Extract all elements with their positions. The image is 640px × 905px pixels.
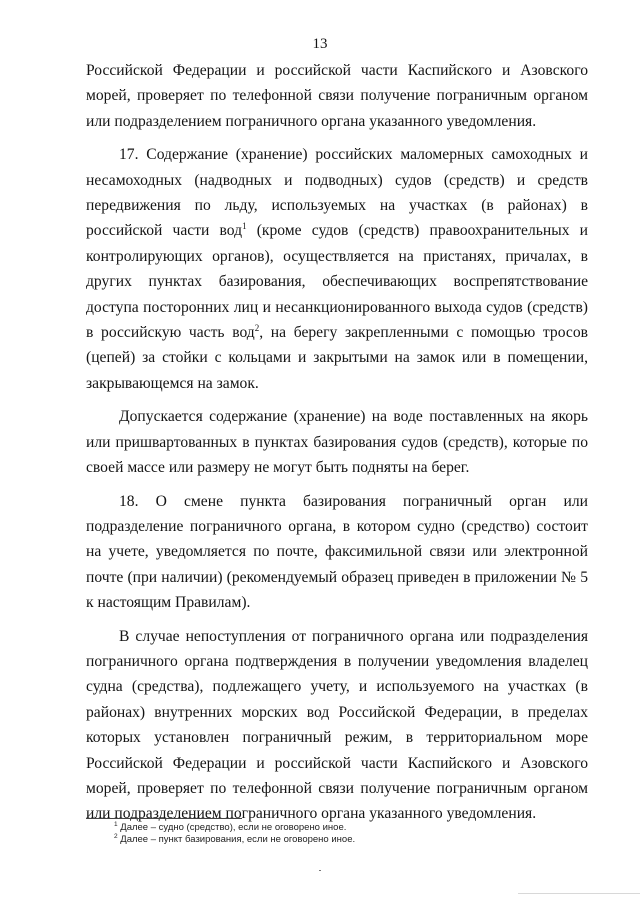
footnote-1-mark: 1	[114, 821, 118, 828]
footnote-ref-2: 2	[254, 323, 260, 334]
footnote-2	[114, 834, 534, 846]
footnote-1	[114, 822, 534, 834]
footnote-separator	[86, 818, 242, 819]
footnote-2-text: Далее – пункт базирования, если не оговорено иное.	[117, 834, 356, 845]
page-number: 13	[312, 36, 328, 52]
footnotes	[114, 822, 534, 846]
scan-speck	[319, 870, 321, 871]
document-body	[86, 58, 588, 835]
paragraph-non-receipt: В случае непоступления от пограничного органа или подразделения пограничного органа подтверждения в получении уведомления владелец судна (средства), подлежащего учету, и используемого на участках (в районах) внутренних морских вод Российской Федерации, в пределах которых установлен пограничный режим, в территориальном море Российской Федерации и российской части Каспийского и Азовского морей, проверяет по телефонной связи получение пограничным органом или подразделением пограничного органа указанного уведомления.	[86, 627, 588, 823]
paragraph-17-part-2: (кроме судов (средств) правоохранительных и контролирующих органов), осуществляется на пристанях, причалах, в других пунктах базирования, обеспечивающих воспрепятствование доступа посторонних лиц и несанкционированного выхода судов (средств) в российскую часть вод	[86, 222, 588, 342]
paragraph-continuation: Российской Федерации и российской части Каспийского и Азовского морей, проверяет по телефонной связи получение пограничным органом или подразделением пограничного органа указанного уведомления.	[86, 62, 588, 130]
paragraph-17-part-3: , на берегу закрепленными с помощью тросов (цепей) за стойки с кольцами и закрытыми на замок или в помещении, закрывающемся на замок.	[86, 324, 588, 392]
scan-edge-line	[518, 893, 640, 894]
paragraph-17	[86, 142, 588, 396]
footnote-2-mark: 2	[114, 833, 118, 840]
footnote-1-text: Далее – судно (средство), если не оговорено иное.	[117, 822, 347, 833]
paragraph-17-part-1: 17. Содержание (хранение) российских маломерных самоходных и несамоходных (надводных и подводных) судов (средств) и средств передвижения по льду, используемых на участках (в районах) в российской части вод	[86, 146, 588, 240]
footnote-ref-1: 1	[242, 221, 247, 232]
paragraph-storage-afloat: Допускается содержание (хранение) на воде поставленных на якорь или пришвартованных в пунктах базирования судов (средств), которые по своей массе или размеру не могут быть подняты на берег.	[86, 408, 588, 477]
paragraph-18: 18. О смене пункта базирования пограничный орган или подразделение пограничного органа, в котором судно (средство) состоит на учете, уведомляется по почте, факсимильной связи или электронной почте (при наличии) (рекомендуемый образец приведен в приложении № 5 к настоящим Правилам).	[86, 492, 588, 612]
